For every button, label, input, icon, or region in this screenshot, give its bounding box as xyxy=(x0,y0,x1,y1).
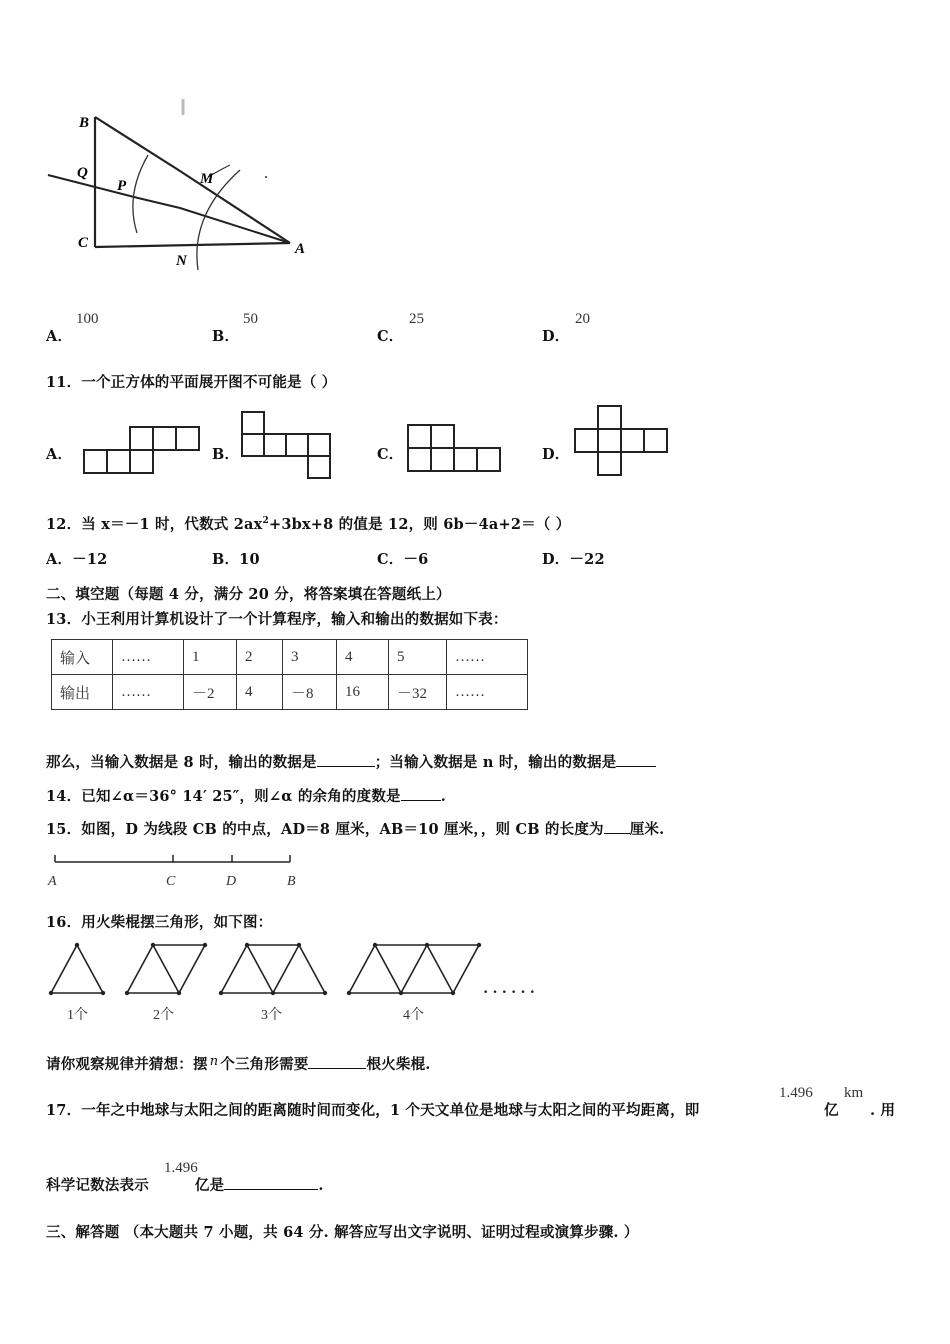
table-cell: 输入 xyxy=(52,640,113,675)
section-2-heading: 二、填空题（每题 4 分，满分 20 分，将答案填在答题纸上） xyxy=(46,586,451,603)
q15-stem-text: 15．如图，D 为线段 CB 的中点，AD＝8 厘米，AB＝10 厘米，，则 CB 的长度为 xyxy=(46,821,604,838)
q11-net-d xyxy=(573,404,669,476)
q13-stem: 13．小王利用计算机设计了一个计算程序，输入和输出的数据如下表： xyxy=(46,611,508,628)
caption-2: 2个 xyxy=(153,1008,174,1023)
q12-stem xyxy=(46,513,570,534)
q10-option-c-letter: C． xyxy=(377,328,404,345)
label-a: A xyxy=(295,241,306,257)
q16-ask-post: 根火柴棍. xyxy=(366,1056,431,1073)
q17-line2 xyxy=(46,1174,324,1195)
q16-matchstick-figure xyxy=(45,935,585,1030)
q11-option-b-letter: B． xyxy=(212,446,240,463)
q17-end: . xyxy=(318,1177,324,1194)
q16-answer-blank[interactable] xyxy=(308,1055,366,1069)
continuation-dots: · · · · · · xyxy=(483,984,536,1001)
q11-option-c-letter: C． xyxy=(377,446,404,463)
q12-option-d-value: －22 xyxy=(569,551,605,568)
q13-question-a: 那么，当输入数据是 8 时，输出的数据是 xyxy=(46,754,317,771)
table-row xyxy=(52,675,528,710)
point-d-label: D xyxy=(226,874,237,889)
q10-option-c-value: 25 xyxy=(409,311,424,327)
table-cell: …… xyxy=(113,640,184,675)
q14-answer-blank[interactable] xyxy=(401,787,441,801)
table-cell: 4 xyxy=(337,640,389,675)
caption-4: 4个 xyxy=(403,1008,424,1023)
table-cell: 4 xyxy=(237,675,283,710)
q12-stem-post: +3bx+8 的值是 12，则 6b－4a+2＝（ ） xyxy=(268,516,571,533)
table-cell: 5 xyxy=(389,640,447,675)
q13-question xyxy=(46,751,656,772)
decor-dot xyxy=(265,176,267,178)
triangle-group-1 xyxy=(51,945,103,993)
q12-option-a xyxy=(46,548,107,569)
q15-stem xyxy=(46,818,664,839)
q16-ask-mid: 个三角形需要 xyxy=(220,1056,309,1073)
q13-question-b: ；当输入数据是 n 时，输出的数据是 xyxy=(374,754,617,771)
table-cell: 1 xyxy=(184,640,237,675)
table-cell: －32 xyxy=(389,675,447,710)
q13-io-table xyxy=(51,639,528,710)
q17-use: . 用 xyxy=(870,1102,896,1119)
caption-3: 3个 xyxy=(261,1008,282,1023)
q16-stem: 16．用火柴棍摆三角形，如下图： xyxy=(46,914,273,931)
q12-option-a-value: －12 xyxy=(72,551,108,568)
table-cell: －8 xyxy=(283,675,337,710)
q10-option-a-letter: A． xyxy=(46,328,73,345)
label-c: C xyxy=(78,235,89,251)
q12-option-a-letter: A． xyxy=(46,551,73,568)
triangle-group-4 xyxy=(349,945,479,993)
q11-option-a-letter: A． xyxy=(46,446,73,463)
q17-line2-pre: 科学记数法表示 xyxy=(46,1177,149,1194)
point-c-label: C xyxy=(166,874,176,889)
q10-option-d-letter: D． xyxy=(542,328,570,345)
q11-net-b xyxy=(240,410,332,480)
q13-answer-blank-2[interactable] xyxy=(616,753,656,767)
table-cell: …… xyxy=(447,640,528,675)
q10-option-a-value: 100 xyxy=(76,311,99,327)
q12-option-d xyxy=(542,548,605,569)
q12-option-b-letter: B． xyxy=(212,551,240,568)
q13-answer-blank-1[interactable] xyxy=(317,753,375,767)
q17-km-unit: km xyxy=(844,1085,864,1101)
q11-net-c xyxy=(406,423,504,473)
table-cell: …… xyxy=(447,675,528,710)
q10-option-b-value: 50 xyxy=(243,311,258,327)
table-cell: 2 xyxy=(237,640,283,675)
section-3-heading: 三、解答题 （本大题共 7 小题，共 64 分. 解答应写出文字说明、证明过程或演算步骤. ） xyxy=(46,1224,639,1241)
segment-ca xyxy=(95,243,290,247)
q12-option-c xyxy=(377,548,428,569)
q10-geometry-figure xyxy=(40,95,330,280)
bisector-line xyxy=(48,175,290,243)
q15-answer-blank[interactable] xyxy=(604,820,630,834)
point-a-label: A xyxy=(48,874,57,889)
q15-segment-figure xyxy=(44,846,309,892)
q14-stem-text: 14．已知∠α＝36° 14′ 25″，则∠α 的余角的度数是 xyxy=(46,788,401,805)
q12-option-b-value: 10 xyxy=(239,551,260,568)
table-cell: 输出 xyxy=(52,675,113,710)
q10-option-d-value: 20 xyxy=(575,311,590,327)
table-row xyxy=(52,640,528,675)
q17-line2-number: 1.496 xyxy=(164,1160,198,1176)
label-p: P xyxy=(117,178,127,194)
q17-answer-blank[interactable] xyxy=(224,1176,318,1190)
q12-option-c-letter: C． xyxy=(377,551,404,568)
q10-option-b-letter: B． xyxy=(212,328,240,345)
q11-net-a xyxy=(82,425,204,477)
q16-n-variable: n xyxy=(209,1054,219,1069)
q16-ask xyxy=(46,1053,431,1074)
q12-option-c-value: －6 xyxy=(403,551,429,568)
triangle-group-3 xyxy=(221,945,325,993)
table-cell: 3 xyxy=(283,640,337,675)
q12-option-d-letter: D． xyxy=(542,551,570,568)
q14-stem xyxy=(46,785,446,806)
q17-number: 1.496 xyxy=(779,1085,813,1101)
table-cell: …… xyxy=(113,675,184,710)
label-b: B xyxy=(79,115,90,131)
q17-line2-post: 亿是 xyxy=(194,1177,225,1194)
label-m: M xyxy=(200,171,214,187)
q17-stem: 17．一年之中地球与太阳之间的距离随时间而变化，1 个天文单位是地球与太阳之间的平均距离，即 xyxy=(46,1102,700,1119)
q16-ask-pre: 请你观察规律并猜想：摆 xyxy=(46,1056,208,1073)
triangle-group-2 xyxy=(127,945,205,993)
q12-exponent: 2 xyxy=(262,516,269,527)
label-n: N xyxy=(176,253,187,269)
caption-1: 1个 xyxy=(67,1008,88,1023)
q15-unit: 厘米. xyxy=(629,821,665,838)
q12-stem-pre: 12．当 x＝－1 时，代数式 2ax xyxy=(46,516,263,533)
table-cell: －2 xyxy=(184,675,237,710)
table-cell: 16 xyxy=(337,675,389,710)
q12-option-b xyxy=(212,548,260,569)
point-b-label: B xyxy=(287,874,296,889)
q17-yi: 亿 xyxy=(824,1102,839,1119)
q11-stem: 11．一个正方体的平面展开图不可能是（ ） xyxy=(46,374,337,391)
arc-p xyxy=(133,155,148,233)
q11-option-d-letter: D． xyxy=(542,446,570,463)
q14-end: . xyxy=(440,788,446,805)
label-q: Q xyxy=(77,165,88,181)
